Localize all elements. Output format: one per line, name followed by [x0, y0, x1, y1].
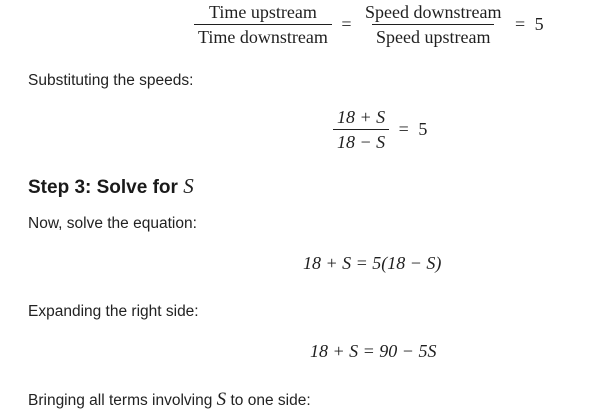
inline-variable: S	[216, 389, 227, 410]
fraction-numerator: 18 + S	[337, 107, 386, 127]
paragraph-now-solve: Now, solve the equation:	[28, 215, 197, 232]
equals-sign: =	[341, 14, 352, 34]
equation-rhs: 5	[534, 14, 544, 34]
heading-text: Step 3: Solve for	[28, 177, 178, 198]
equation-substituted	[333, 107, 427, 152]
fraction-denominator: Time downstream	[194, 24, 332, 47]
fraction-speed	[361, 2, 505, 47]
text-after: to one side:	[230, 392, 311, 409]
fraction-numerator: Speed downstream	[365, 2, 502, 22]
paragraph-bringing-terms	[28, 389, 311, 411]
equation-ratio-time-speed	[194, 2, 544, 47]
fraction-numerator: Time upstream	[209, 2, 317, 22]
equation-expanded: 18 + S = 90 − 5S	[310, 341, 437, 361]
fraction-speeds	[333, 107, 389, 152]
paragraph-expanding: Expanding the right side:	[28, 303, 199, 320]
text-before: Bringing all terms involving	[28, 392, 213, 409]
heading-variable: S	[183, 174, 194, 198]
step-3-heading	[28, 174, 194, 199]
equals-sign: =	[398, 119, 409, 139]
fraction-denominator: Speed upstream	[372, 24, 494, 47]
fraction-denominator: 18 − S	[333, 129, 389, 152]
fraction-time	[194, 2, 332, 47]
equals-sign: =	[514, 14, 526, 34]
equation-solve: 18 + S = 5(18 − S)	[303, 253, 442, 273]
equation-rhs: 5	[418, 119, 428, 139]
paragraph-substituting: Substituting the speeds:	[28, 72, 194, 89]
